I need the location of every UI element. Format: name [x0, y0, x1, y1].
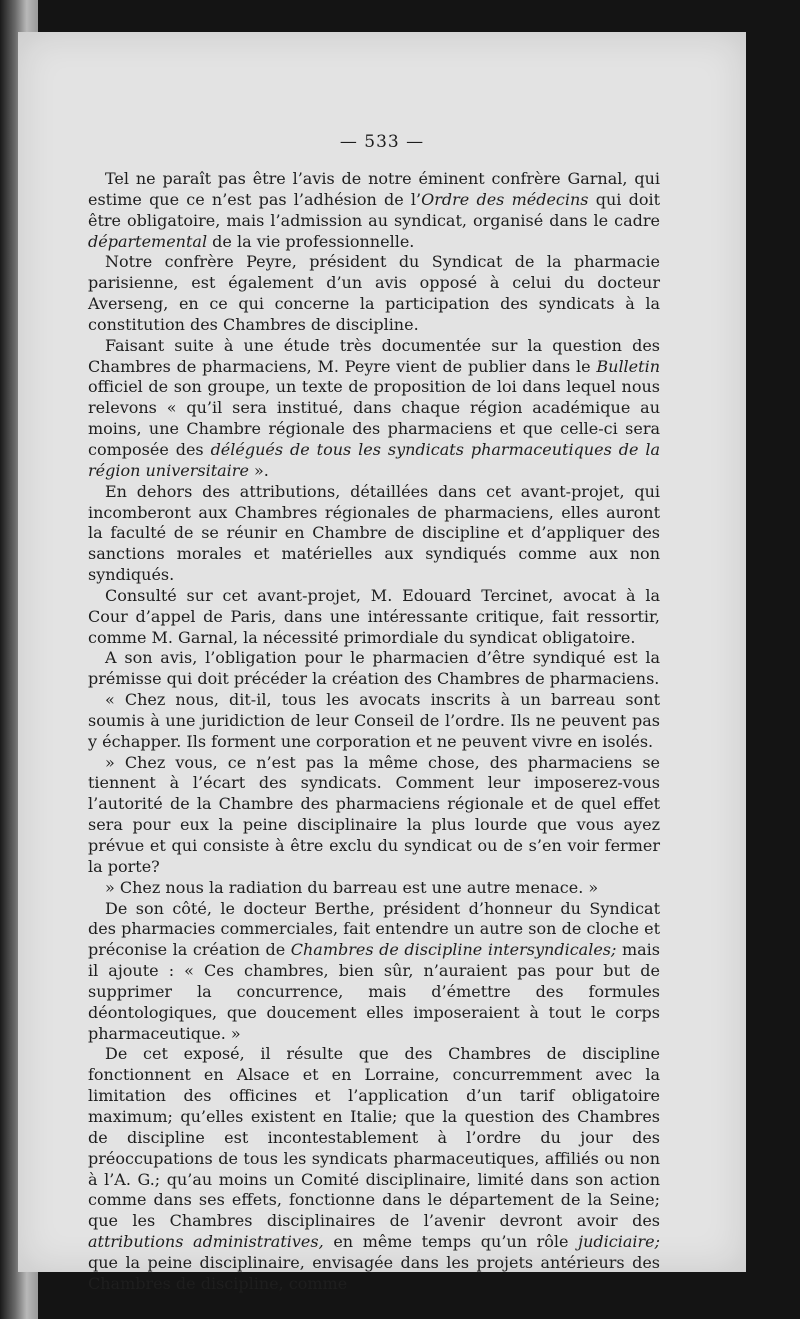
paragraph-5: Consulté sur cet avant-projet, M. Edouard Tercinet, avocat à la Cour d’appel de Paris, dans une intéressante critique, fait ressortir, comme M. Garnal, la nécessité primordiale du syndicat obligatoire.	[88, 585, 660, 647]
paragraph-11: De cet exposé, il résulte que des Chambres de discipline fonctionnent en Alsace et en Lorraine, concurremment avec la limitation des officines et l’application d’un tarif obligatoire maximum; qu’elles existent en Italie; que la question des Chambres de discipline est incontestablement à l’ordre du jour des préoccupations de tous les syndicats pharmaceutiques, affiliés ou non à l’A. G.; qu’au moins un Comité disciplinaire, limité dans son action comme dans ses effets, fonctionne dans le département de la Seine; que les Chambres disciplinaires de l’avenir devront avoir des attributions administratives, en même temps qu’un rôle judiciaire; que la peine disciplinaire, envisagée dans les projets antérieurs des Chambres de discipline, comme	[88, 1044, 660, 1293]
paragraph-1: Tel ne paraît pas être l’avis de notre éminent confrère Garnal, qui estime que ce n’est pas l’adhésion de l’Ordre des médecins qui doit être obligatoire, mais l’admission au syndicat, organisé dans le cadre départemental de la vie professionnelle.	[88, 169, 660, 251]
book-page	[18, 32, 746, 1293]
paragraph-4: En dehors des attributions, détaillées dans cet avant-projet, qui incomberont aux Chambres régionales de pharmaciens, elles auront la faculté de se réunir en Chambre de discipline et d’appliquer des sanctions morales et matérielles aux syndiqués comme aux non syndiqués.	[88, 481, 660, 585]
paragraph-6: A son avis, l’obligation pour le pharmacien d’être syndiqué est la prémisse qui doit précéder la création des Chambres de pharmaciens.	[88, 648, 660, 689]
page-number: — 533 —	[339, 132, 425, 152]
body-text	[88, 169, 660, 1295]
paragraph-9: » Chez nous la radiation du barreau est une autre menace. »	[105, 877, 599, 897]
paragraph-3: Faisant suite à une étude très documentée sur la question des Chambres de pharmaciens, M. Peyre vient de publier dans le Bulletin officiel de son groupe, un texte de proposition de loi dans lequel nous relevons « qu’il sera institué, dans chaque région académique au moins, une Chambre régionale des pharmaciens et que celle-ci sera composée des délégués de tous les syndicats pharmaceutiques de la région universitaire ».	[88, 335, 660, 480]
paragraph-8: » Chez vous, ce n’est pas la même chose, des pharmaciens se tiennent à l’écart des syndicats. Comment leur imposerez-vous l’autorité de la Chambre des pharmaciens régionale et de quel effet sera pour eux la peine disciplinaire la plus lourde que vous ayez prévue et qui consiste à être exclu du syndicat ou de s’en voir fermer la porte?	[88, 752, 660, 876]
paragraph-2: Notre confrère Peyre, président du Syndicat de la pharmacie parisienne, est également d’un avis opposé à celui du docteur Averseng, en ce qui concerne la participation des syndicats à la constitution des Chambres de discipline.	[88, 252, 660, 334]
paragraph-10: De son côté, le docteur Berthe, président d’honneur du Syndicat des pharmacies commerciales, fait entendre un autre son de cloche et préconise la création de Chambres de discipline intersyndicales; mais il ajoute : « Ces chambres, bien sûr, n’auraient pas pour but de supprimer la concurrence, mais d’émettre des formules déontologiques, que doucement elles imposeraient à tout le corps pharmaceutique. »	[88, 898, 660, 1043]
paragraph-7: « Chez nous, dit-il, tous les avocats inscrits à un barreau sont soumis à une juridiction de leur Conseil de l’ordre. Ils ne peuvent pas y échapper. Ils forment une corporation et ne peuvent vivre en isolés.	[88, 690, 660, 751]
